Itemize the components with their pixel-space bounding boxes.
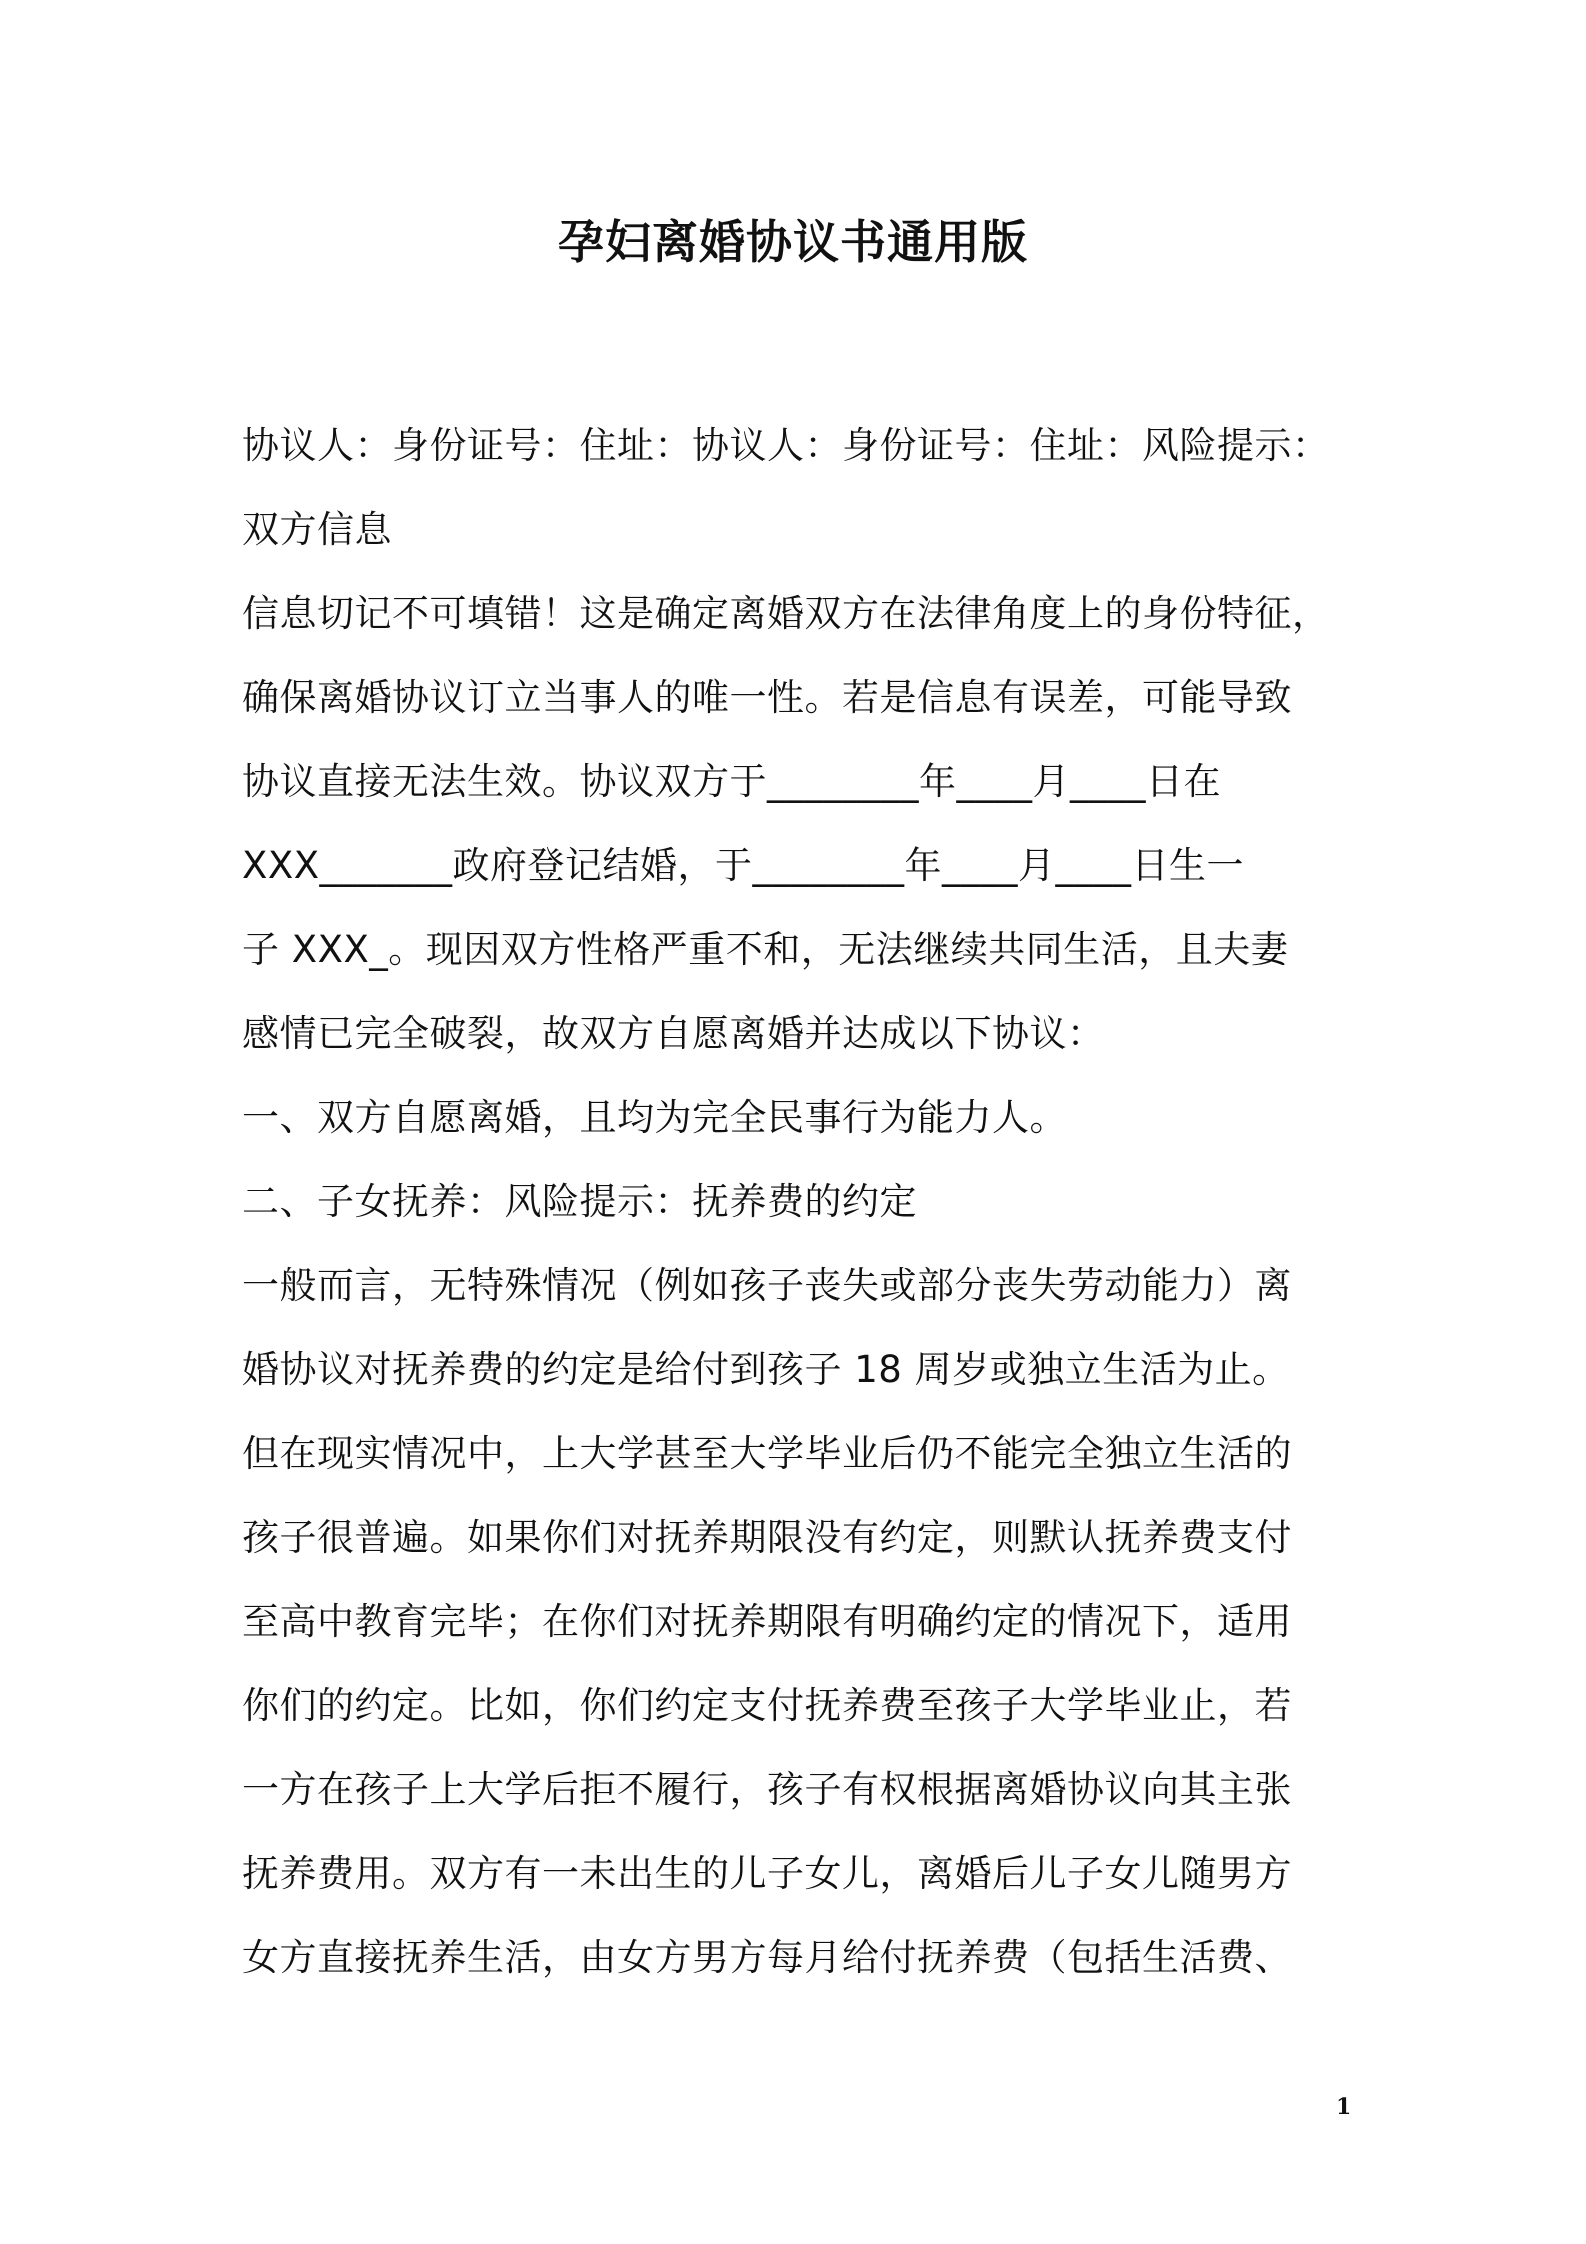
body-line: 子 XXX_。现因双方性格严重不和，无法继续共同生活，且夫妻 xyxy=(242,928,1289,971)
body-line: 确保离婚协议订立当事人的唯一性。若是信息有误差，可能导致 xyxy=(242,676,1292,719)
body-line: 感情已完全破裂，故双方自愿离婚并达成以下协议： xyxy=(242,1012,1105,1055)
body-line: 双方信息 xyxy=(242,508,392,551)
body-line: 但在现实情况中，上大学甚至大学毕业后仍不能完全独立生活的 xyxy=(242,1432,1292,1475)
document-title: 孕妇离婚协议书通用版 xyxy=(558,215,1028,269)
section-heading-1: 一、双方自愿离婚，且均为完全民事行为能力人。 xyxy=(242,1096,1067,1139)
body-line: 抚养费用。双方有一未出生的儿子女儿，离婚后儿子女儿随男方 xyxy=(242,1852,1292,1895)
body-line: 一方在孩子上大学后拒不履行，孩子有权根据离婚协议向其主张 xyxy=(242,1768,1292,1811)
body-line: 协议直接无法生效。协议双方于________年____月____日在 xyxy=(242,760,1221,803)
body-line: 女方直接抚养生活，由女方男方每月给付抚养费（包括生活费、 xyxy=(242,1936,1292,1979)
body-line: 信息切记不可填错！这是确定离婚双方在法律角度上的身份特征， xyxy=(242,592,1330,635)
section-heading-2: 二、子女抚养：风险提示：抚养费的约定 xyxy=(242,1180,917,1223)
body-line: 婚协议对抚养费的约定是给付到孩子 18 周岁或独立生活为止。 xyxy=(242,1348,1290,1391)
body-line: 协议人：身份证号：住址：协议人：身份证号：住址：风险提示： xyxy=(242,424,1330,467)
body-line: 至高中教育完毕；在你们对抚养期限有明确约定的情况下，适用 xyxy=(242,1600,1292,1643)
body-line: 你们的约定。比如，你们约定支付抚养费至孩子大学毕业止，若 xyxy=(242,1684,1292,1727)
page-number: 1 xyxy=(1336,2094,1352,2120)
body-line: 一般而言，无特殊情况（例如孩子丧失或部分丧失劳动能力）离 xyxy=(242,1264,1292,1307)
body-line: 孩子很普遍。如果你们对抚养期限没有约定，则默认抚养费支付 xyxy=(242,1516,1292,1559)
document-body xyxy=(242,404,1362,2000)
body-line: XXX_______政府登记结婚，于________年____月____日生一 xyxy=(242,844,1245,887)
